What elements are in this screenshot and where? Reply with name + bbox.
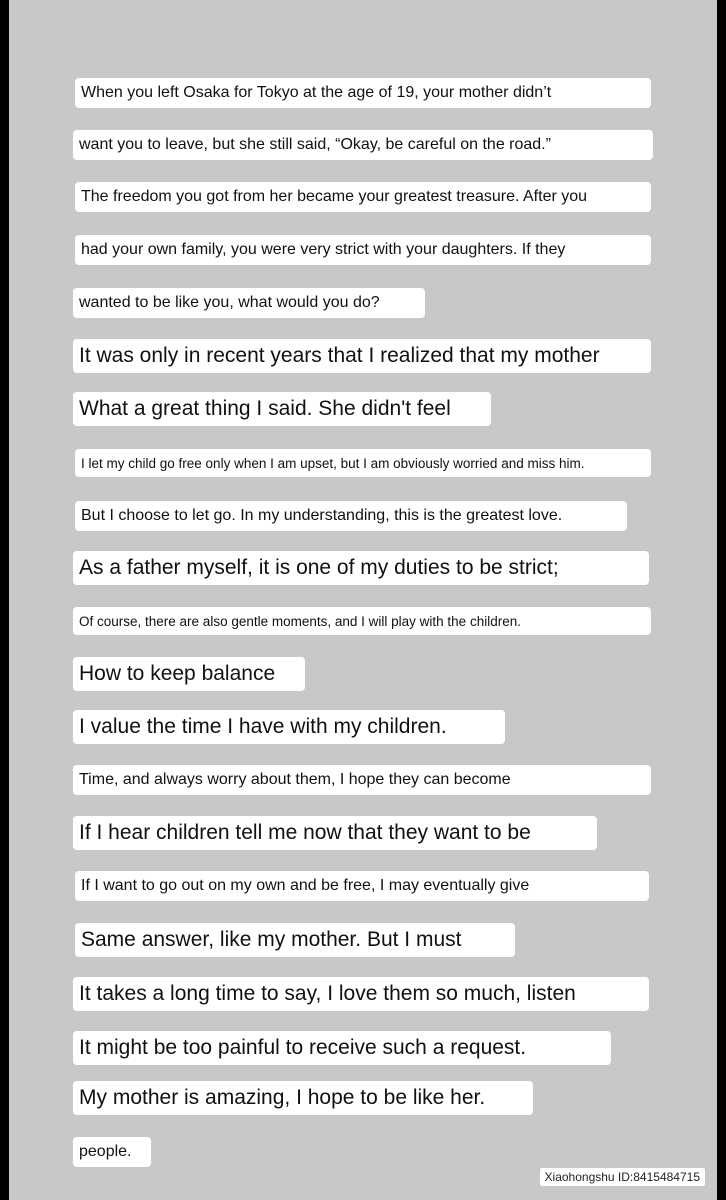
text-line-17: Same answer, like my mother. But I must bbox=[75, 923, 515, 957]
text-line-8: I let my child go free only when I am upset, but I am obviously worried and miss him. bbox=[75, 449, 651, 477]
text-line-7: What a great thing I said. She didn't feel bbox=[73, 392, 491, 426]
text-line-21: people. bbox=[73, 1137, 151, 1167]
text-page bbox=[9, 0, 717, 1200]
text-line-4: had your own family, you were very strict with your daughters. If they bbox=[75, 235, 651, 265]
text-line-3: The freedom you got from her became your greatest treasure. After you bbox=[75, 182, 651, 212]
text-line-5: wanted to be like you, what would you do? bbox=[73, 288, 425, 318]
text-line-14: Time, and always worry about them, I hope they can become bbox=[73, 765, 651, 795]
text-line-11: Of course, there are also gentle moments, and I will play with the children. bbox=[73, 607, 651, 635]
text-line-15: If I hear children tell me now that they want to be bbox=[73, 816, 597, 850]
text-line-6: It was only in recent years that I realized that my mother bbox=[73, 339, 651, 373]
text-line-1: When you left Osaka for Tokyo at the age of 19, your mother didn’t bbox=[75, 78, 651, 108]
watermark-label: Xiaohongshu ID:8415484715 bbox=[540, 1168, 705, 1186]
text-line-20: My mother is amazing, I hope to be like her. bbox=[73, 1081, 533, 1115]
text-line-16: If I want to go out on my own and be free, I may eventually give bbox=[75, 871, 649, 901]
text-line-13: I value the time I have with my children. bbox=[73, 710, 505, 744]
text-line-18: It takes a long time to say, I love them so much, listen bbox=[73, 977, 649, 1011]
text-line-19: It might be too painful to receive such a request. bbox=[73, 1031, 611, 1065]
text-line-12: How to keep balance bbox=[73, 657, 305, 691]
text-line-2: want you to leave, but she still said, “Okay, be careful on the road.” bbox=[73, 130, 653, 160]
text-line-9: But I choose to let go. In my understanding, this is the greatest love. bbox=[75, 501, 627, 531]
text-line-10: As a father myself, it is one of my duties to be strict; bbox=[73, 551, 649, 585]
